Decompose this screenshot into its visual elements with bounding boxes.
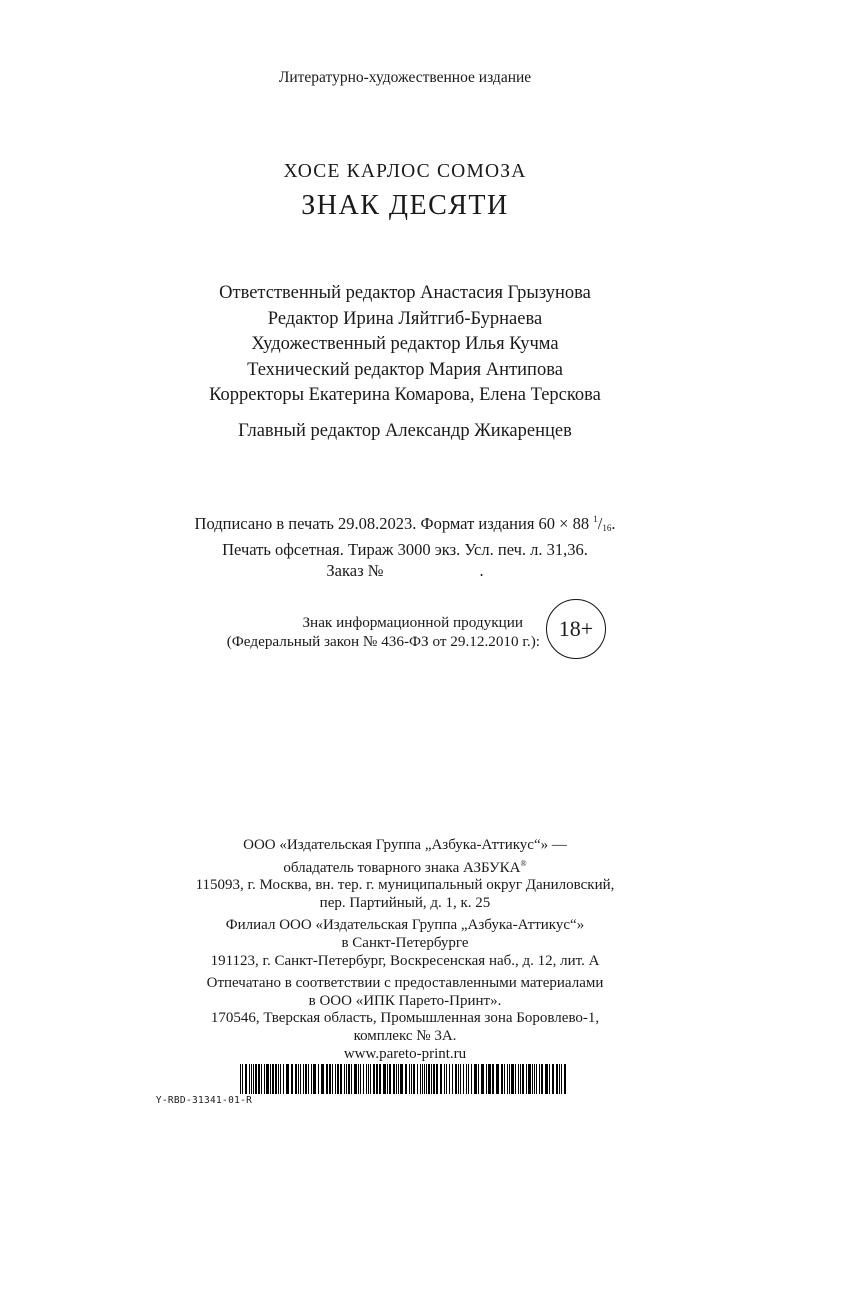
barcode-bar	[478, 1064, 479, 1094]
barcode-bar	[522, 1064, 524, 1094]
barcode-bar	[321, 1064, 324, 1094]
barcode-bar	[528, 1064, 531, 1094]
order-label: Заказ №	[326, 561, 384, 580]
publisher-info	[0, 837, 810, 912]
barcode-bar	[291, 1064, 293, 1094]
barcode-bar	[526, 1064, 527, 1094]
barcode-bar	[539, 1064, 540, 1094]
branch-line: 191123, г. Санкт-Петербург, Воскресенская наб., д. 12, лит. А	[210, 952, 600, 969]
format-fraction: $^1/_{16}$	[593, 514, 612, 533]
barcode-bar	[337, 1064, 339, 1094]
barcode-bar	[444, 1064, 445, 1094]
barcode-bar	[520, 1064, 521, 1094]
barcode-bar	[280, 1064, 281, 1094]
barcode-bar	[286, 1064, 289, 1094]
format-period: .	[611, 514, 616, 533]
age-mark-line-2: (Федеральный закон № 436-ФЗ от 29.12.2010 г.):	[226, 633, 540, 650]
branch-line: Филиал ООО «Издательская Группа „Азбука-Аттикус“»	[225, 917, 585, 934]
credit-line: Художественный редактор Илья Кучма	[251, 334, 559, 354]
printer-info	[0, 975, 810, 1063]
chief-editor: Главный редактор Александр Жикаренцев	[238, 420, 572, 441]
edition-type: Литературно-художественное издание	[278, 69, 532, 86]
barcode	[240, 1064, 570, 1094]
barcode-bar	[360, 1064, 361, 1094]
barcode-bar	[417, 1064, 418, 1094]
branch-line: в Санкт-Петербурге	[341, 934, 469, 951]
barcode-bar	[556, 1064, 558, 1094]
barcode-bar	[420, 1064, 421, 1094]
barcode-bar	[455, 1064, 457, 1094]
imprint-block	[0, 837, 810, 1068]
author-name: ХОСЕ КАРЛОС СОМОЗА	[283, 161, 527, 182]
publisher-line: пер. Партийный, д. 1, к. 25	[319, 894, 491, 911]
barcode-bar	[261, 1064, 262, 1094]
printer-line: Отпечатано в соответствии с предоставленными материалами	[206, 975, 604, 992]
print-info	[0, 509, 810, 581]
barcode-bar	[400, 1064, 403, 1094]
age-rating-badge: 18+	[546, 599, 606, 659]
barcode-bar	[295, 1064, 297, 1094]
barcode-bar	[383, 1064, 386, 1094]
barcode-label: Y-RBD-31341-01-R	[155, 1095, 253, 1106]
barcode-bar	[376, 1064, 378, 1094]
barcode-bar	[278, 1064, 279, 1094]
credit-line: Корректоры Екатерина Комарова, Елена Терскова	[209, 385, 601, 405]
barcode-bar	[552, 1064, 554, 1094]
barcode-bar	[536, 1064, 537, 1094]
barcode-bar	[379, 1064, 381, 1094]
barcode-bar	[433, 1064, 435, 1094]
barcode-bar	[411, 1064, 412, 1094]
barcode-bar	[496, 1064, 499, 1094]
barcode-bar	[335, 1064, 336, 1094]
barcode-bar	[255, 1064, 257, 1094]
barcode-bar	[466, 1064, 467, 1094]
barcode-bar	[458, 1064, 459, 1094]
barcode-bar	[501, 1064, 503, 1094]
publisher-line: 115093, г. Москва, вн. тер. г. муниципальный округ Даниловский,	[195, 877, 615, 894]
barcode-bar	[363, 1064, 364, 1094]
barcode-bar	[515, 1064, 516, 1094]
barcode-bar	[511, 1064, 514, 1094]
age-mark-text	[180, 613, 540, 651]
format-text: Подписано в печать 29.08.2023. Формат издания 60 × 88	[194, 514, 590, 533]
trademark-text: обладатель товарного знака АЗБУКА	[283, 859, 521, 876]
barcode-bar	[272, 1064, 274, 1094]
barcode-bar	[366, 1064, 367, 1094]
barcode-bar	[486, 1064, 487, 1094]
branch-info	[0, 917, 810, 970]
barcode-bar	[413, 1064, 415, 1094]
barcode-bar	[488, 1064, 491, 1094]
barcode-bar	[387, 1064, 388, 1094]
barcode-bar	[393, 1064, 395, 1094]
barcode-bar	[266, 1064, 269, 1094]
barcode-bar	[559, 1064, 560, 1094]
barcode-bar	[308, 1064, 309, 1094]
print-info-line-2: Печать офсетная. Тираж 3000 экз. Усл. печ. л. 31,36.	[222, 540, 588, 559]
barcode-bar	[481, 1064, 484, 1094]
barcode-bar	[389, 1064, 391, 1094]
barcode-bar	[460, 1064, 461, 1094]
barcode-icon	[240, 1064, 570, 1094]
barcode-bar	[240, 1064, 241, 1094]
barcode-bar	[305, 1064, 307, 1094]
credit-line: Технический редактор Мария Антипова	[247, 359, 563, 380]
barcode-bar	[509, 1064, 510, 1094]
barcode-bar	[409, 1064, 410, 1094]
order-end: .	[479, 561, 484, 580]
book-title: ЗНАК ДЕСЯТИ	[301, 190, 509, 221]
barcode-bar	[428, 1064, 430, 1094]
barcode-bar	[283, 1064, 284, 1094]
barcode-bar	[245, 1064, 247, 1094]
barcode-bar	[534, 1064, 535, 1094]
barcode-bar	[431, 1064, 432, 1094]
barcode-bar	[354, 1064, 357, 1094]
barcode-bar	[426, 1064, 427, 1094]
barcode-bar	[474, 1064, 477, 1094]
barcode-bar	[270, 1064, 271, 1094]
barcode-bar	[264, 1064, 265, 1094]
barcode-bar	[340, 1064, 342, 1094]
barcode-bar	[313, 1064, 316, 1094]
barcode-bar	[504, 1064, 505, 1094]
printer-website: www.pareto-print.ru	[343, 1045, 467, 1062]
barcode-bar	[452, 1064, 453, 1094]
barcode-bar	[346, 1064, 347, 1094]
age-mark-line-1: Знак информационной продукции	[302, 614, 523, 631]
barcode-bar	[398, 1064, 399, 1094]
barcode-bar	[492, 1064, 494, 1094]
barcode-bar	[368, 1064, 369, 1094]
printer-line: 170546, Тверская область, Промышленная зона Боровлево-1,	[210, 1010, 600, 1027]
format-numerator: 1	[593, 514, 598, 524]
barcode-bar	[518, 1064, 519, 1094]
registered-trademark-icon: ®	[520, 858, 527, 868]
barcode-bar	[405, 1064, 407, 1094]
barcode-bar	[541, 1064, 543, 1094]
barcode-bar	[298, 1064, 299, 1094]
barcode-bar	[507, 1064, 508, 1094]
barcode-bar	[258, 1064, 260, 1094]
print-info-line-1	[0, 509, 810, 539]
barcode-bar	[532, 1064, 533, 1094]
credit-line: Редактор Ирина Ляйтгиб-Бурнаева	[267, 308, 543, 329]
barcode-bar	[242, 1064, 243, 1094]
barcode-bar	[545, 1064, 548, 1094]
barcode-bar	[329, 1064, 331, 1094]
barcode-bar	[549, 1064, 550, 1094]
barcode-bar	[351, 1064, 352, 1094]
format-denominator: 16	[602, 523, 612, 533]
barcode-bar	[348, 1064, 350, 1094]
barcode-bar	[253, 1064, 254, 1094]
barcode-bar	[449, 1064, 450, 1094]
barcode-bar	[370, 1064, 371, 1094]
barcode-bar	[275, 1064, 277, 1094]
barcode-bar	[251, 1064, 252, 1094]
publisher-line: ООО «Издательская Группа „Азбука-Аттикус“» —	[243, 837, 567, 853]
barcode-bar	[471, 1064, 472, 1094]
barcode-bar	[358, 1064, 359, 1094]
barcode-bar	[300, 1064, 301, 1094]
barcode-bar	[249, 1064, 250, 1094]
barcode-bar	[332, 1064, 333, 1094]
barcode-bar	[463, 1064, 464, 1094]
printer-line: в ООО «ИПК Парето-Принт».	[308, 992, 502, 1009]
barcode-bar	[440, 1064, 442, 1094]
credits-block	[0, 281, 810, 444]
printer-line: комплекс № 3А.	[353, 1027, 457, 1044]
barcode-bar	[436, 1064, 438, 1094]
barcode-bar	[446, 1064, 447, 1094]
barcode-bar	[373, 1064, 375, 1094]
barcode-bar	[396, 1064, 397, 1094]
publisher-line	[0, 855, 810, 878]
barcode-bar	[326, 1064, 328, 1094]
order-line	[0, 560, 810, 581]
barcode-bar	[311, 1064, 312, 1094]
barcode-bar	[303, 1064, 304, 1094]
barcode-bar	[468, 1064, 469, 1094]
barcode-bar	[318, 1064, 319, 1094]
barcode-bar	[422, 1064, 423, 1094]
barcode-bar	[564, 1064, 566, 1094]
barcode-bar	[424, 1064, 425, 1094]
barcode-bar	[344, 1064, 345, 1094]
credit-line: Ответственный редактор Анастасия Грызунова	[219, 283, 591, 303]
barcode-bar	[561, 1064, 562, 1094]
